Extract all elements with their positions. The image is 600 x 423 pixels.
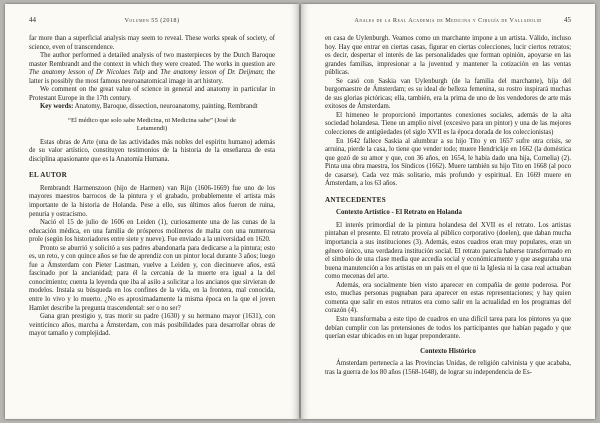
subheading-contexto-historico: Contexto Histórico (420, 347, 476, 355)
text-run: and (144, 69, 161, 77)
paragraph-dificil-tarea: Esto transformaba a este tipo de cuadros en una difícil tarea para los pintores ya que debían cumplir con las pretensiones de todos los participantes que habían pagado y que querían estar ubicados en un lugar preponderante. (325, 315, 571, 341)
keywords-text: Anatomy, Baroque, dissection, neuroanatomy, painting, Rembrandt (74, 103, 258, 111)
text-run: The author performed a detailed analysis of two masterpieces by the Dutch Baroque master Rembrandt and the context in which they were created. The works in question are (29, 52, 275, 68)
keywords-label: Key words: (40, 103, 74, 111)
paragraph-nacimiento: Nació el 15 de julio de 1606 en Leiden (1), curiosamente una de las cunas de la educación médica, en una familia de prósperos molineros de malta con una numerosa prole (según los historiadores entre siete y nueve). Fue enviado a la universidad en 1620. (29, 219, 275, 244)
paragraph-obras-de-arte: Estas obras de Arte (una de las actividades más nobles del espíritu humano) además de su valor artístico, constituyen testimonios de la historia de la enseñanza de esta disciplina apasionante que es la Anatomía Humana. (29, 138, 275, 163)
paragraph-comment: We comment on the great value of science in general and anatomy in particular in Protestant Europe in the 17th century. (29, 86, 275, 102)
running-title-left: Volumen 55 (2018) (124, 17, 180, 24)
paragraph-himeneo: El himeneo le proporcionó importantes conexiones sociales, además de la alta sociedad holandesa. Tiene un amplio nivel (excesivo para un pintor) y una de las mejores colecciones de antigüedades (el siglo XVII es la época dorada de los coleccionistas) (325, 111, 571, 137)
subheading-contexto-artistico: Contexto Artístico - El Retrato en Holanda (336, 209, 462, 217)
section-heading-antecedentes: ANTECEDENTES (325, 195, 386, 204)
page-header-left (29, 16, 275, 27)
paragraph-gente-poderosa: Además, era socialmente bien visto aparecer en compañía de gente poderosa. Por esto, muchas personas pugnaban para aparecer en estas representaciones; y hay quien comenta que salir en estos retratos era como salir en la actualidad en los programas del corazón (4). (325, 281, 571, 315)
paragraph-uylenburgh: en casa de Uylenburgh. Veamos como un marchante impone a un artista. Válido, incluso hoy. Hay que entrar en ciertas casas, figurar en ciertas colecciones, lucir ciertos retratos; es decir, despertar el interés de las personalidades que forman opinión, apoyarse en las grandes familias, impresionar a la juventud y mantener la cotización en las ventas públicas. (325, 35, 571, 77)
keywords-line (29, 103, 275, 112)
paragraph-prestigio: Gana gran prestigio y, tras morir su padre (1630) y su hermano mayor (1631), con veinticinco años, marcha a Ámsterdam, con más posibilidades para desarrollar obras de mayor tamaño y complejidad. (29, 313, 275, 338)
page-header-right (325, 16, 571, 27)
paragraph-retrato-holanda: El interés primordial de la pintura holandesa del XVII es el retrato. Los artistas pintaban el presente. El retrato proveía al público corporativo (doelen), que daban mucha importancia a sus instituciones (3). Además, estos cuadros eran muy populares, eran un género único, una verdadera institución social. El retrato parecía haberse transformado en el símbolo de una clase media que accedía social y económicamente y que aseguraba una buena manutención a los artistas en un país en el que ni la Iglesia ni la casa real actuaban como mecenas del arte. (325, 221, 571, 281)
paragraph-abstract-continuation: far more than a superficial analysis may seem to reveal. These works speak of society, of science, even of transcendence. (29, 35, 275, 51)
paragraph-provincias-unidas: Ámsterdam pertenecía a las Provincias Unidas, de religión calvinista y que acababa, tras la guerra de los 80 años (1568-1648), de lograr su independencia de Es- (325, 360, 571, 376)
text-run: ; the latter is possibly the most famous neuroanatomical image in art history. (29, 69, 275, 85)
page-body-left (29, 35, 275, 339)
paragraph-juventud: Pronto se aburrió y solicitó a sus padres abandonarla para dedicarse a la pintura; esto es, un reto, y con quince años se fue de aprendiz con un pintor local durante 3 años; luego fue a Ámsterdam con Pieter Lastman, vuelve a Leiden y, con diecinueve años, está fascinado por la ancianidad; para él la cercanía de la muerte era igual a la del conocimiento; cuenta la leyenda que iba al asilo a solicitar a los ancianos que sirvieran de modelos. Instala su búsqueda en los confines de la vida, en la frontera, mal conocida, entre lo vivo y lo muerto. ¿No es aproximadamente la misma época en la que el joven Hamlet describe la pregunta trascendental: ser o no ser? (29, 244, 275, 312)
paragraph-rembrandt-bio: Rembrandt Harmenszoon (hijo de Harmen) van Rijn (1606-1669) fue uno de los mayores maestros barrocos de la pintura y el grabado, probablemente el artista más importante de la historia de Holanda. Pese a ello, sus últimos años fueron de ruina, penuria y ostracismo. (29, 184, 275, 218)
work-title-italic: The anatomy lesson of Dr. Deijman (160, 69, 263, 77)
page-body-right (325, 35, 571, 377)
page-left (5, 4, 299, 419)
paragraph-saskia: Se casó con Saskia van Uylenburgh (de la familia del marchante), hija del burgomaestre de Ámsterdam; es su ideal de belleza femenina, su rostro inspirará muchas de sus glorias pictóricas; ella, también, era la prima de uno de los vendedores de arte más exitosos de Ámsterdam. (325, 77, 571, 111)
paragraph-1642: En 1642 fallece Saskia al alumbrar a su hijo Tito y en 1657 sufre otra crisis, se arruina, pierde la casa, lo tiene que vender todo; muere Hendrickje en 1662 (la doméstica que gozó de su amor y que, con 36 años, en 1654, le había dado una hija, Cornelia) (2). Pinta una obra maestra, los Síndicos (1662). Muere también su hijo Tito en 1668 (al poco de casarse). Cada vez más solitario, más profundo y espiritual. En 1669 muere en Ámsterdam, a los 63 años. (325, 137, 571, 188)
page-number-left: 44 (29, 16, 36, 24)
epigraph-quote: “El médico que solo sabe Medicina, ni Medicina sabe” (José de Letamendi) (68, 116, 236, 133)
work-title-italic: The anatomy lesson of Dr Nicolaes Tulp (29, 69, 145, 77)
paragraph-author-analysis (29, 52, 275, 86)
page-number-right: 45 (564, 16, 571, 24)
running-title-right: Anales de la Real Academia de Medicina y Cirugía de Valladolid (354, 17, 542, 24)
section-heading-el-autor: EL AUTOR (29, 171, 67, 180)
page-right (301, 4, 595, 419)
